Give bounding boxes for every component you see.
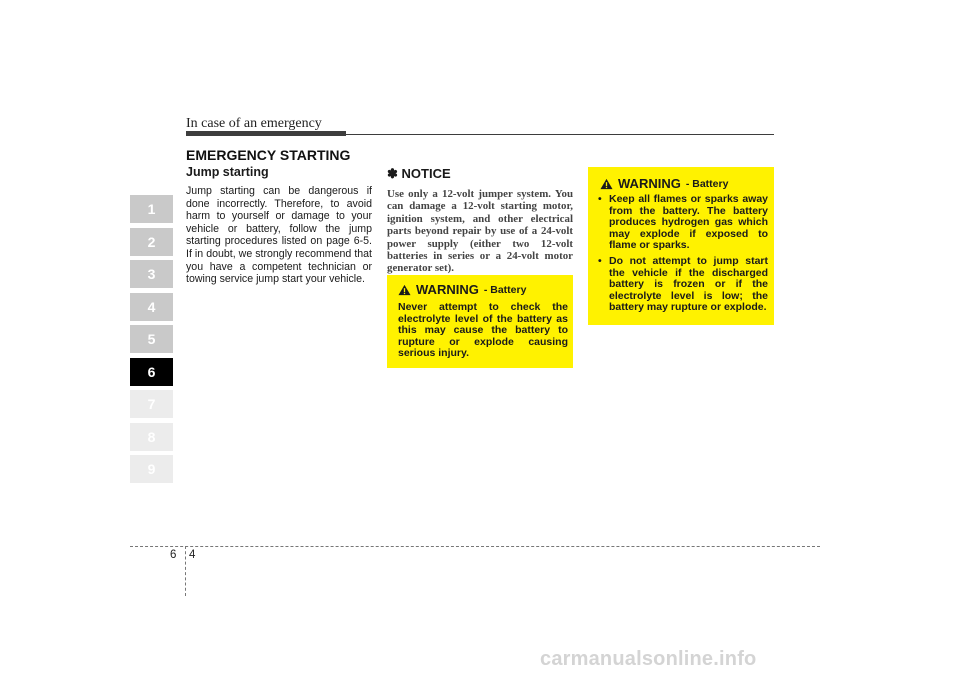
jump-starting-text: Jump starting can be dangerous if done incorrectly. Therefore, to avoid harm to yourself or damage to your vehicle or battery, follow the jump starting procedures listed on page 6-5. If in doubt, we strongly recommend that you have a competent technician or towing service jump start your vehicle. xyxy=(186,185,372,286)
header-rule-thin xyxy=(346,134,774,135)
jump-starting-heading: Jump starting xyxy=(186,165,269,179)
warning-list xyxy=(594,194,768,314)
chapter-tab-3[interactable]: 3 xyxy=(130,260,173,288)
warning-triangle-icon xyxy=(398,284,411,296)
warning-text: Never attempt to check the electrolyte level of the battery as this may cause the battery to rupture or explode causing serious injury. xyxy=(398,301,568,360)
list-item xyxy=(594,194,768,252)
chapter-tab-5[interactable]: 5 xyxy=(130,325,173,353)
warning-item-text: Do not attempt to jump start the vehicle if the discharged battery is frozen or if the electrolyte level is low; the battery may rupture or explode. xyxy=(609,254,768,314)
chapter-tab-1[interactable]: 1 xyxy=(130,195,173,223)
notice-heading xyxy=(387,166,573,182)
warning-box-flames-jumpstart xyxy=(588,167,774,325)
chapter-tab-8[interactable]: 8 xyxy=(130,423,173,451)
jump-starting-section xyxy=(186,165,372,286)
section-title: EMERGENCY STARTING xyxy=(186,147,351,163)
footer-rule xyxy=(130,546,820,547)
warning-box-check-electrolyte xyxy=(387,275,573,368)
page-number: 4 xyxy=(189,549,196,561)
chapter-tab-2[interactable]: 2 xyxy=(130,228,173,256)
notice-text: Use only a 12-volt jumper system. You can damage a 12-volt starting motor, ignition system, and other electrical parts beyond repair by use of a 24-volt power supply (either two 12-volt batteries in series or a 24-volt motor generator set). xyxy=(387,188,573,275)
running-header: In case of an emergency xyxy=(186,116,322,131)
header-rule-thick xyxy=(186,131,346,136)
watermark: carmanualsonline.info xyxy=(540,648,757,670)
chapter-tabs xyxy=(130,195,173,488)
warning-triangle-icon xyxy=(600,178,613,190)
page-chapter-number: 6 xyxy=(170,549,177,561)
warning-item-text: Keep all flames or sparks away from the battery. The battery produces hydrogen gas which may explode if exposed to flame or sparks. xyxy=(609,193,768,252)
chapter-tab-9[interactable]: 9 xyxy=(130,455,173,483)
warning-subtitle: - Battery xyxy=(483,283,527,296)
warning-title: WARNING xyxy=(416,282,479,297)
chapter-tab-7[interactable]: 7 xyxy=(130,390,173,418)
chapter-tab-4[interactable]: 4 xyxy=(130,293,173,321)
list-item xyxy=(594,256,768,314)
chapter-tab-6[interactable]: 6 xyxy=(130,358,173,386)
bullet-icon: • xyxy=(598,254,602,267)
footer-divider xyxy=(185,546,186,596)
bullet-icon: • xyxy=(598,193,602,205)
notice-title: NOTICE xyxy=(401,166,451,181)
warning-title: WARNING xyxy=(618,176,681,191)
warning-heading xyxy=(398,282,568,297)
notice-symbol-icon: ✽ xyxy=(387,166,398,181)
warning-subtitle: - Battery xyxy=(685,177,729,190)
warning-heading xyxy=(594,176,768,191)
notice-section xyxy=(387,166,573,275)
